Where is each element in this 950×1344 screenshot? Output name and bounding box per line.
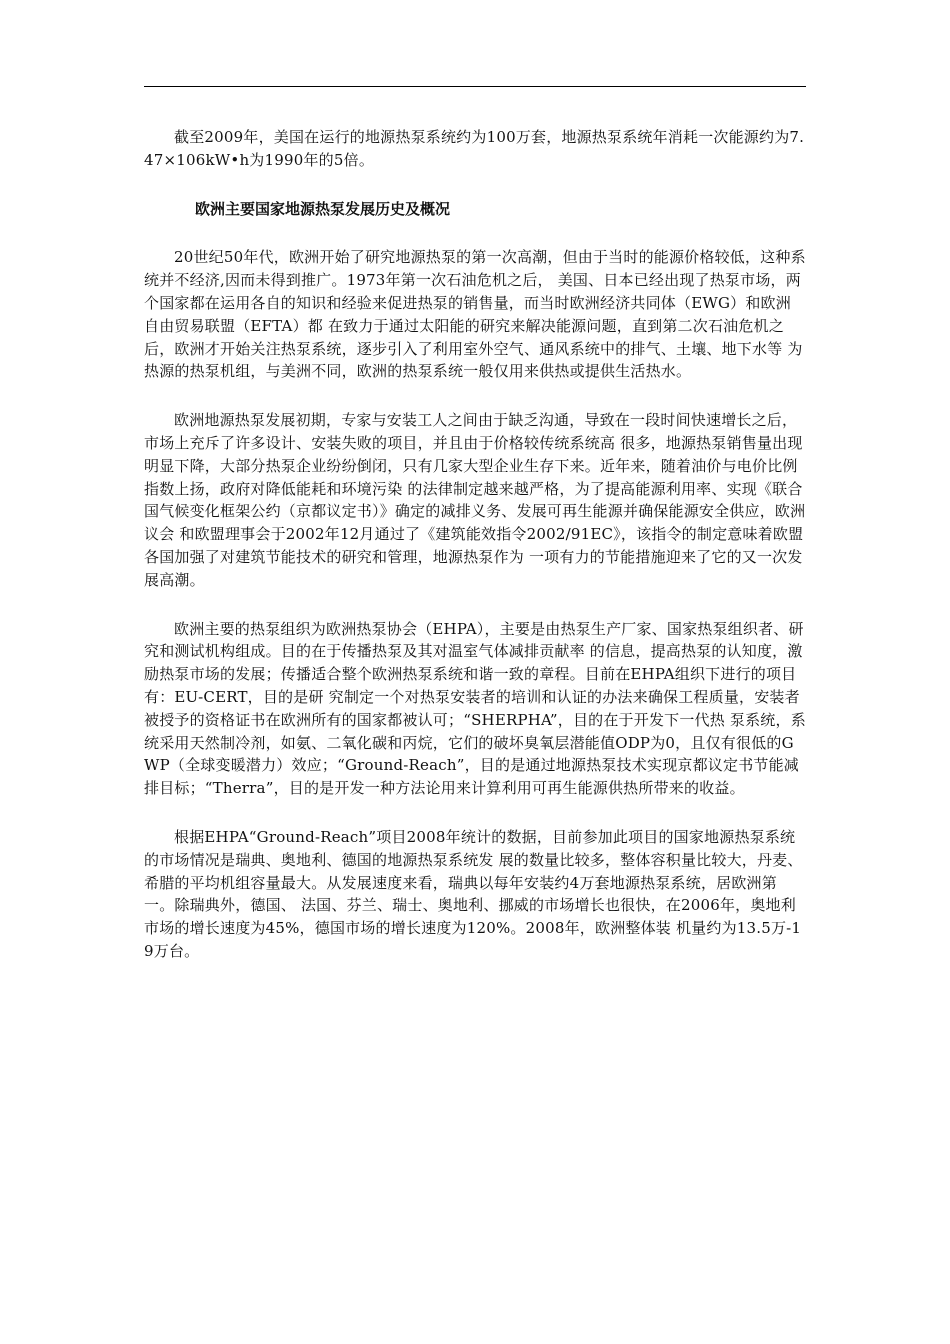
paragraph-gap [144,800,806,826]
paragraph-us-stats: 截至2009年，美国在运行的地源热泵系统约为100万套，地源热泵系统年消耗一次能源约为7.47×106kW•h为1990年的5倍。 [144,128,805,169]
paragraph-history: 20世纪50年代，欧洲开始了研究地源热泵的第一次高潮，但由于当时的能源价格较低，这种系统并不经济,因而未得到推广。1973年第一次石油危机之后， 美国、日本已经出现了热泵市场，两个国家都在运用各自的知识和经验来促进热泵的销售量，而当时欧洲经济共同体（EWG）和欧洲自由贸易联盟（EFTA）都 在致力于通过太阳能的研究来解决能源问题，直到第二次石油危机之后，欧洲才开始关注热泵系统，逐步引入了利用室外空气、通风系统中的排气、土壤、地下水等 为热源的热泵机组，与美洲不同，欧洲的热泵系统一般仅用来供热或提供生活热水。 [144,248,806,381]
paragraph-early-development: 欧洲地源热泵发展初期，专家与安装工人之间由于缺乏沟通，导致在一段时间快速增长之后，市场上充斥了许多设计、安装失败的项目，并且由于价格较传统系统高 很多，地源热泵销售量出现明显下降，大部分热泵企业纷纷倒闭，只有几家大型企业生存下来。近年来，随着油价与电价比例指数上扬，政府对降低能耗和环境污染 的法律制定越来越严格，为了提高能源利用率、实现《联合国气候变化框架公约（京都议定书）》确定的减排义务、发展可再生能源并确保能源安全供应，欧洲议会 和欧盟理事会于2002年12月通过了《建筑能效指令2002/91EC》，该指令的制定意味着欧盟各国加强了对建筑节能技术的研究和管理，地源热泵作为 一项有力的节能措施迎来了它的又一次发展高潮。 [144,411,806,589]
header-rule [144,86,806,87]
paragraph-gap [144,383,806,409]
paragraph-gap [144,592,806,618]
paragraph-gap [144,172,806,198]
paragraph-ehpa: 欧洲主要的热泵组织为欧洲热泵协会（EHPA），主要是由热泵生产厂家、国家热泵组织者、研究和测试机构组成。目的在于传播热泵及其对温室气体减排贡献率 的信息，提高热泵的认知度，激励热泵市场的发展；传播适合整个欧洲热泵系统和谐一致的章程。目前在EHPA组织下进行的项目有：EU-CERT，目的是研 究制定一个对热泵安装者的培训和认证的办法来确保工程质量，安装者被授予的资格证书在欧洲所有的国家都被认可；“SHERPHA”，目的在于开发下一代热 泵系统，系统采用天然制冷剂，如氨、二氧化碳和丙烷，它们的破坏臭氧层潜能值ODP为0，且仅有很低的GWP（全球变暖潜力）效应；“Ground-Reach”，目的是通过地源热泵技术实现京都议定书节能减排目标；“Therra”，目的是开发一种方法论用来计算利用可再生能源供热所带来的收益。 [144,619,806,798]
document-body [144,126,806,963]
section-heading: 欧洲主要国家地源热泵发展历史及概况 [195,199,451,218]
paragraph-gap [144,220,806,246]
paragraph-ground-reach: 根据EHPA“Ground-Reach”项目2008年统计的数据，目前参加此项目的国家地源热泵系统的市场情况是瑞典、奥地利、德国的地源热泵系统发 展的数量比较多，整体容积量比较大，丹麦、希腊的平均机组容量最大。从发展速度来看，瑞典以每年安装约4万套地源热泵系统，居欧洲第一。除瑞典外，德国、 法国、芬兰、瑞士、奥地利、挪威的市场增长也很快，在2006年，奥地利市场的增长速度为45%，德国市场的增长速度为120%。2008年，欧洲整体装 机量约为13.5万-19万台。 [144,827,803,960]
